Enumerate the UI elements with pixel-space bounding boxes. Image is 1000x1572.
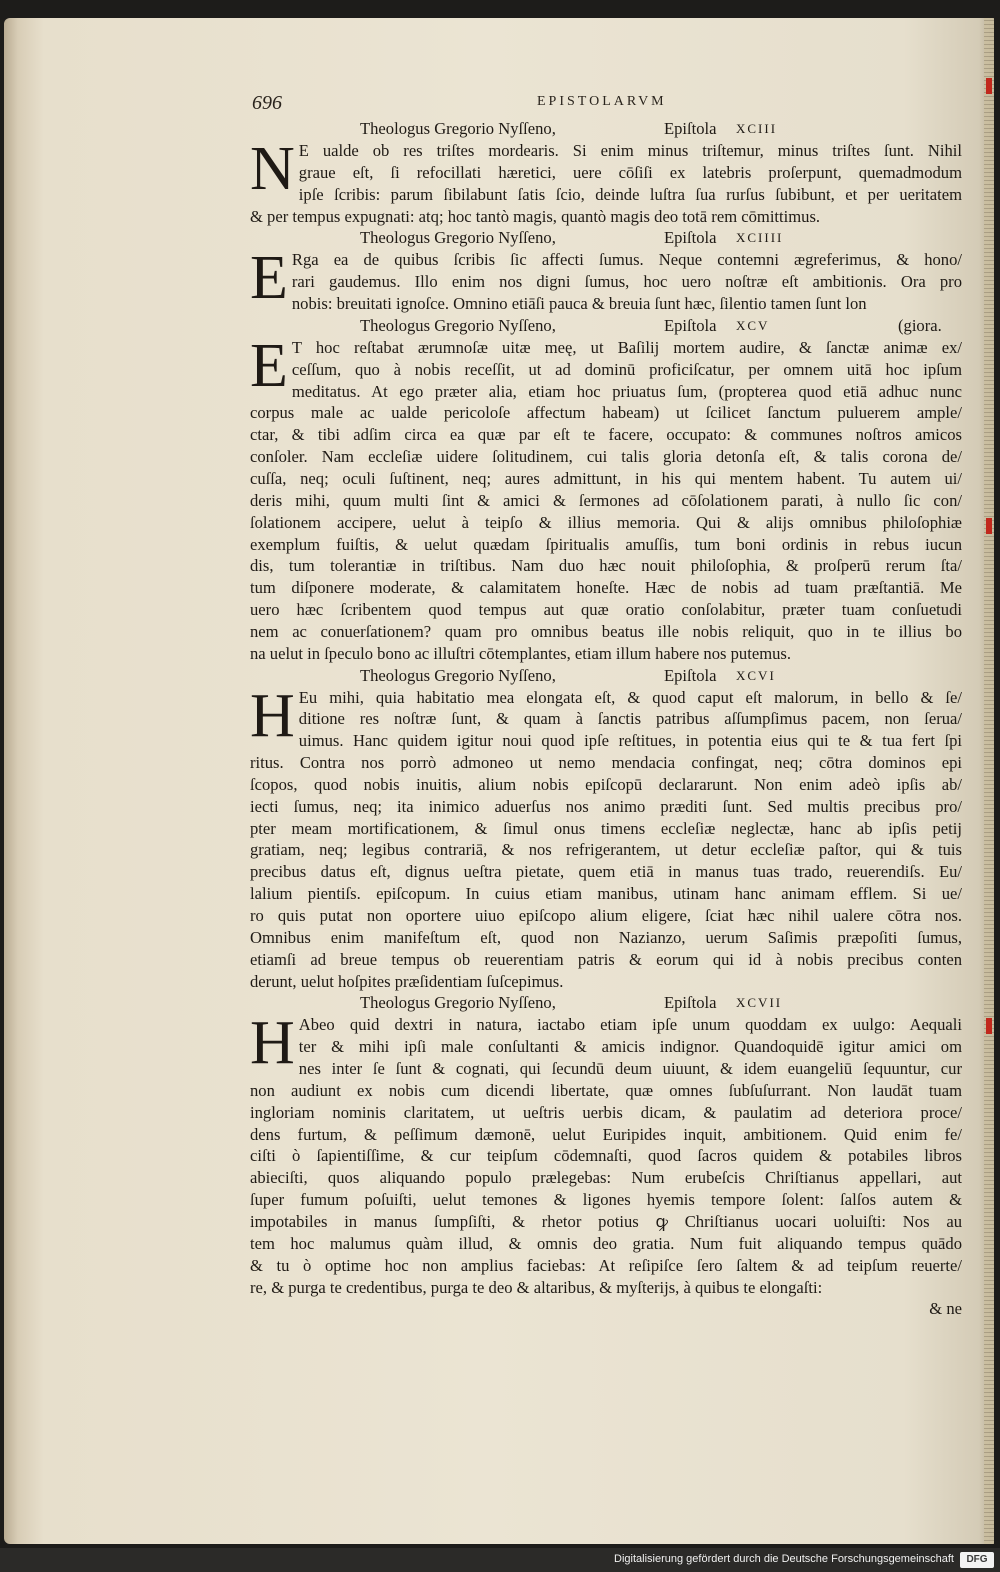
text-line: rari gaudemus. Illo enim nos digni ſumus, hoc uero noſtræ eſt ambitionis. Ora pro: [291, 272, 962, 292]
text-line: ſolationem accipere, uelut à teipſo & illius memoria. Qui & alijs omnibus philoſophiæ: [250, 512, 962, 532]
epistle-label: Epiſtola: [664, 665, 717, 685]
text-line: graue eſt, ſi refocillati hæretici, uere cōſiſi ex latebris proſerpunt, quemadmodum: [298, 162, 962, 182]
text-line: na uelut in ſpeculo bono ac illuſtri cōtemplantes, etiam illum habere nos putemus.: [250, 643, 792, 663]
text-line: lalium pientiſs. epiſcopum. In cuius etiam manibus, utinam hanc animam efflem. Si ue/: [250, 884, 962, 904]
text-line: nes inter ſe ſunt & cognati, qui ſecundū deum uiuunt, & idem euangeliū ſequuntur, cur: [298, 1059, 962, 1079]
initial-capital: H: [250, 681, 295, 750]
text-line: corpus male ac ualde pericoloſe affectum habeam) ut ſcilicet ſanctum puluerem ample/: [250, 403, 962, 423]
epistle-number: XCV: [736, 317, 770, 333]
text-line: pter meam mortificationem, & ſimul onus timens eccleſiæ neglectæ, hanc ab ipſis petij: [250, 818, 962, 838]
turnover-word: (giora.: [898, 315, 942, 335]
text-line: ditione res noſtræ ſunt, & quam à ſanctis patribus aſſumpſimus pacem, non ſerua/: [298, 709, 962, 729]
text-line: nem ac conuerſationem? quam pro omnibus beatus ille nobis reliquit, quo in te illius bo: [250, 621, 962, 641]
text-line: gratiam, neq; legibus contrariā, & nos refrigerantem, ut detur eccleſiæ paſtor, qui & tuis: [250, 840, 962, 860]
text-line: ingloriam nominis claritatem, ut ueſtris uerbis dicam, & paulatim ad deteriora proce/: [250, 1102, 962, 1122]
text-line: E ualde ob res triſtes mordearis. Si enim minus triſtemur, minus triſtes ſunt. Nihil: [298, 141, 962, 160]
text-line: precibus datus eſt, dignus ueſtra pietate, quem etiā in manus tuas trado, reuerendiſs. Eu/: [250, 862, 962, 882]
text-line: Eu mihi, quia habitatio mea elongata eſt, & quod caput eſt malorum, in bello & ſe/: [298, 687, 962, 707]
text-line: Omnibus enim manifeſtum eſt, quod non Nazianzo, uerum Saſimis præpoſiti ſumus,: [250, 927, 962, 947]
running-head: EPISTOLARVM: [537, 94, 667, 109]
letter-title: Theologus Gregorio Nyſſeno,: [360, 228, 556, 248]
text-line: deris mihi, quum multi ſint & amici & ſermones ad cōſolationem parati, à nullo ſic con/: [250, 490, 962, 510]
edge-tab-marker: [986, 1018, 992, 1034]
letter-heading: [250, 315, 962, 337]
text-line: tum diſponere moderate, & calamitatem honeſte. Hæc de nobis ad tuam præſtantiā. Me: [250, 578, 962, 598]
edge-tab-marker: [986, 518, 992, 534]
page-edge: [984, 18, 994, 1544]
text-line: re, & purga te credentibus, purga te deo & altaribus, & myſterijs, à quibus te elongaſti:: [250, 1277, 823, 1297]
text-line: dis, tum tolerantiæ in triſtibus. Nam duo hæc nouit philoſophia, & proſperū rerum ſta/: [250, 556, 962, 576]
initial-capital: N: [250, 135, 295, 203]
initial-capital: E: [250, 331, 288, 400]
text-line: ceſſum, quo à nobis receſſit, ut ad dominū proficiſcatur, per omnem uitā hoc ipſum: [291, 359, 962, 379]
text-line: ter & mihi ipſi male conſultanti & amicis indignor. Quandoquidē igitur amici om: [298, 1037, 962, 1057]
epistle-number: XCIIII: [736, 230, 784, 246]
letter-title: Theologus Gregorio Nyſſeno,: [360, 665, 556, 685]
text-line: Rga ea de quibus ſcribis ſic affecti ſumus. Neque contemni ægreferimus, & hono/: [291, 250, 962, 270]
text-line: conſoler. Nam eccleſiæ uidere ſolitudinem, cui talis gloria detonſa eſt, & talis corona de/: [250, 447, 962, 467]
letter-body: [250, 244, 962, 315]
text-line: Abeo quid dextri in natura, iactabo etiam ipſe unum quoddam ex uulgo: Aequali: [298, 1015, 962, 1035]
text-line: ctar, & tibi adſim circa ea quæ par eſt te facere, occupato: & communes noſtros amicos: [250, 425, 962, 445]
letter-heading: [250, 227, 962, 249]
catchword: & ne: [929, 1299, 962, 1319]
text-line: cuſſa, neq; oculi ſuſtinent, neq; aures admittunt, in his qui mentem habent. Tu autem ui/: [250, 468, 962, 488]
dfg-logo: DFG: [960, 1552, 994, 1568]
letter-body: [250, 331, 962, 665]
text-line: iecti ſumus, neq; ita inimico aduerſus nos animo præditi ſunt. Sed multis precibus pro/: [250, 796, 962, 816]
epistle-number: XCIII: [736, 121, 778, 136]
text-line: non audiunt ex nobis cum dicendi libertate, quæ omnes ſubſuſurrant. Non laudāt tuam: [250, 1080, 962, 1100]
page-header: [252, 92, 732, 114]
text-line: tem hoc malumus quàm illud, & omnis deo gratia. Num fuit aliquando tempus quādo: [250, 1233, 962, 1253]
text-line: & per tempus expugnati: atq; hoc tantò magis, quantò magis deo totā rem cōmittimus.: [250, 206, 821, 226]
letter-body: [250, 135, 962, 227]
epistle-number: XCVII: [736, 995, 783, 1011]
text-line: impotabiles in manus ſumpſiſti, & rhetor potius ꝙ Chriſtianus uocari uoluiſti: Nos au: [250, 1211, 962, 1231]
epistle-label: Epiſtola: [664, 119, 717, 138]
initial-capital: H: [250, 1009, 295, 1078]
text-line: exemplum fuiſtis, & uelut quædam ſpiritualis amuſſis, tum boni ordinis in rebus iucun: [250, 534, 962, 554]
text-line: dens furtum, & peſſimum dæmonē, uelut Euripides inquit, ambitionem. Quid enim fe/: [250, 1124, 962, 1144]
letter-title: Theologus Gregorio Nyſſeno,: [360, 315, 556, 335]
text-block: [250, 118, 962, 1320]
text-line: T hoc reſtabat ærumnoſæ uitæ meę, ut Baſilij mortem audire, & ſanctæ animæ ex/: [291, 337, 962, 357]
edge-tab-marker: [986, 78, 992, 94]
text-line: ipſe ſcribis: parum ſibilabunt ſatis ſcio, deinde luſtra ſua rurſus ſubibunt, et per ueritatem: [298, 184, 962, 204]
text-line: uimus. Hanc quidem igitur noui quod ipſe reſtitues, in potentia eius qui te & tua fert ſpi: [298, 731, 962, 751]
footer-bar: [0, 1548, 1000, 1572]
letter-body: [250, 681, 962, 993]
epistle-label: Epiſtola: [664, 315, 717, 335]
epistle-label: Epiſtola: [664, 228, 717, 248]
letter-heading: [250, 665, 962, 687]
text-line: ritus. Contra nos porrò admoneo ut nemo mendacia confingat, neq; cōtra dominos epi: [250, 753, 962, 773]
text-line: meditatus. At ego præter alia, etiam hoc priuatus ſum, (propterea quod etiā adhuc nunc: [291, 381, 962, 401]
epistle-label: Epiſtola: [664, 993, 717, 1013]
text-line: ro quis putat non oportere uiuo epiſcopo alium eligere, ſciat hæc nihil ualere cōtra nos.: [250, 906, 962, 925]
folio-number: 696: [252, 92, 282, 114]
text-line: etiamſi ad breue tempus ob reuerentiam patris & eorum qui id à nobis precibus conten: [250, 949, 962, 969]
text-line: abieciſti, quos aliquando populo prælegebas: Num erubeſcis Chriſtianus appellari, aut: [250, 1168, 962, 1188]
initial-capital: E: [250, 244, 288, 313]
letter-heading: [250, 118, 962, 140]
text-line: & tu ò optime hoc non amplius faciebas: At reſipiſce ſero ſaltem & ad teipſum reuerte/: [250, 1255, 962, 1275]
text-line: nobis: breuitati ignoſce. Omnino etiāſi pauca & breuia ſunt hæc, ſilentio tamen ſunt lon: [291, 294, 867, 314]
text-line: uero hæc ſcribentem quod tempus aut quæ oratio conſolabitur, præter tuam conſuetudi: [250, 600, 962, 620]
text-line: ſcopos, quod nobis inuitis, alium nobis epiſcopū declararunt. Non enim adeò ipſis ab/: [250, 774, 962, 794]
epistle-number: XCVI: [736, 667, 776, 683]
letter-title: Theologus Gregorio Nyſſeno,: [360, 119, 556, 138]
letter-body: [250, 1009, 962, 1298]
text-line: derunt, uelut hoſpites præſidentiam ſuſcepimus.: [250, 971, 564, 991]
letter-heading: [250, 992, 962, 1014]
letter-title: Theologus Gregorio Nyſſeno,: [360, 993, 556, 1013]
text-line: ciſti ò ſapientiſſime, & cur teipſum cōdemnaſti, quod ſacros quidem & potabiles libros: [250, 1146, 962, 1166]
funding-credit: Digitalisierung gefördert durch die Deutsche Forschungsgemeinschaft: [614, 1553, 954, 1565]
text-line: ſuper fumum poſuiſti, uelut temones & ligones hyemis tempore ſolent: ſalſos autem &: [250, 1190, 962, 1210]
